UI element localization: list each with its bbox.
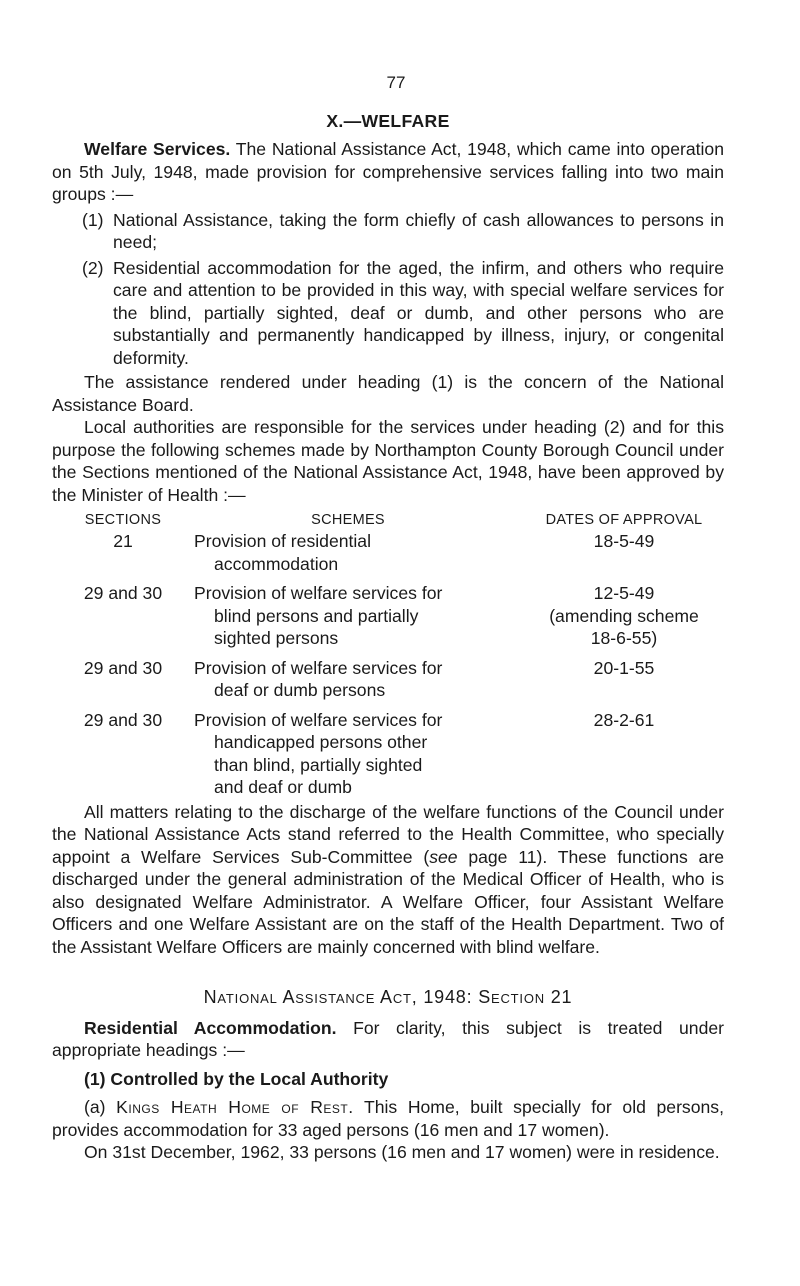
matters-text-before: All matters relating to the discharge of the welfare functions of the Council under the National Assistance Acts stand referred to the Health Committee, who specially appoint a Welfare Services Sub-Committee ( (52, 801, 724, 867)
table-row (52, 530, 746, 582)
residential-paragraph (52, 1017, 724, 1062)
date-line: 20-1-55 (593, 657, 655, 678)
intro-paragraph (52, 138, 724, 206)
date-cell (502, 657, 746, 709)
group-item (82, 209, 724, 254)
intro-lead: Welfare Services. (84, 139, 231, 159)
chapter-heading: X.—WELFARE (326, 110, 450, 131)
see-word: see (429, 846, 458, 867)
scheme-line: than blind, partially sighted (214, 754, 423, 775)
header-dates: DATES OF APPROVAL (545, 512, 703, 528)
date-line: 12-5-49 (593, 583, 655, 603)
date-line: 28-2-61 (593, 709, 655, 730)
scheme-cell (194, 657, 502, 709)
scheme-cell (194, 530, 502, 582)
home-paragraph (52, 1096, 724, 1141)
table-row (52, 657, 746, 709)
scheme-line: handicapped persons other (214, 732, 428, 752)
header-sections: SECTIONS (84, 512, 162, 528)
scheme-line: Provision of welfare services for (194, 583, 443, 603)
scheme-line: sighted persons (214, 628, 339, 648)
scheme-line: and deaf or dumb (214, 777, 352, 797)
section-title: National Assistance Act, 1948: Section 21 (203, 987, 573, 1007)
december-paragraph: On 31st December, 1962, 33 persons (16 men and 17 women) were in residence. (84, 1142, 720, 1162)
date-line: 18-6-55) (590, 628, 658, 648)
date-cell (502, 582, 746, 657)
residential-text: For clarity, this subject is treated under appropriate headings :— (52, 1017, 724, 1060)
matters-paragraph (52, 801, 724, 959)
date-cell (502, 530, 746, 582)
residential-lead: Residential Accommodation. (84, 1017, 337, 1038)
assistance-paragraph: The assistance rendered under heading (1) is the concern of the National Assistance Board. (52, 372, 724, 415)
scheme-cell (194, 582, 502, 657)
section-cell: 21 (113, 531, 133, 551)
date-line: (amending scheme (549, 605, 699, 626)
document-page (52, 72, 724, 1164)
scheme-line: accommodation (214, 553, 339, 574)
page-number: 77 (386, 73, 406, 92)
intro-text: The National Assistance Act, 1948, which came into operation on 5th July, 1948, made provision for comprehensive services falling into two main groups :— (52, 139, 724, 204)
home-prefix: (a) (84, 1097, 117, 1117)
section-cell: 29 and 30 (83, 709, 163, 730)
scheme-cell (194, 709, 502, 799)
group-number: (2) (82, 257, 104, 278)
scheme-line: Provision of residential (194, 531, 372, 551)
scheme-line: blind persons and partially (214, 605, 419, 626)
date-cell (502, 709, 746, 799)
scheme-line: Provision of welfare services for (194, 709, 443, 730)
scheme-line: Provision of welfare services for (194, 657, 443, 678)
scheme-line: deaf or dumb persons (214, 680, 386, 700)
subheading: (1) Controlled by the Local Authority (84, 1068, 389, 1089)
home-text: This Home, built specially for old persons, provides accommodation for 33 aged persons (16 men and 17 women). (52, 1097, 724, 1140)
local-authorities-paragraph: Local authorities are responsible for the services under heading (2) and for this purpose the following schemes made by Northampton County Borough Council under the Sections mentioned of the National Assistance Act, 1948, have been approved by the Minister of Health :— (52, 417, 724, 505)
group-number: (1) (82, 209, 104, 230)
group-item (82, 257, 724, 370)
section-cell: 29 and 30 (83, 657, 163, 678)
date-line: 18-5-49 (593, 531, 655, 551)
group-text: Residential accommodation for the aged, the infirm, and others who require care and attention to be provided in this way, with special welfare services for the blind, partially sighted, deaf or dumb, and other persons who are substantially and permanently handicapped by illness, injury, or congenital deformity. (113, 257, 724, 368)
table-row (52, 582, 746, 657)
table-row (52, 709, 746, 799)
home-name: Kings Heath Home of Rest. (116, 1097, 354, 1117)
schemes-table (52, 510, 746, 799)
header-schemes: SCHEMES (311, 512, 385, 528)
section-cell: 29 and 30 (83, 583, 163, 603)
table-header-row (52, 510, 746, 530)
matters-text-after: page 11). These functions are discharged under the general administration of the Medical Officer of Health, who is also designated Welfare Administrator. A Welfare Officer, four Assistant Welfare Officers and one Welfare Assistant are on the staff of the Health Department. Two of the Assistant Welfare Officers are mainly concerned with blind welfare. (52, 846, 724, 957)
group-text: National Assistance, taking the form chiefly of cash allowances to persons in need; (113, 209, 724, 252)
